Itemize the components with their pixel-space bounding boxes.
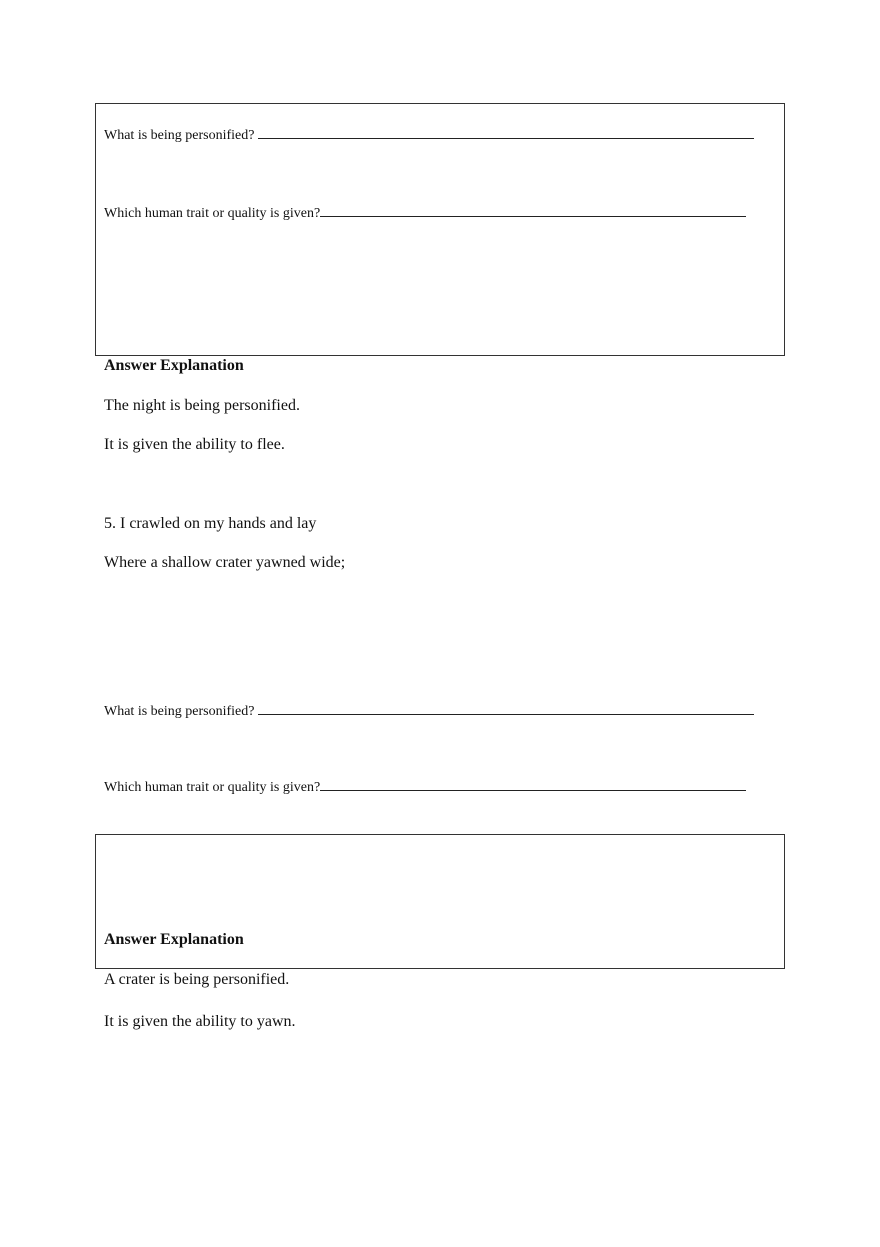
question-personified-2 (104, 702, 754, 720)
question-personified-label: What is being personified? (104, 704, 255, 719)
answer-explanation-heading-1: Answer Explanation (104, 357, 244, 374)
answer-blank-personified-2[interactable] (258, 702, 754, 715)
answer-blank-trait-1[interactable] (320, 204, 746, 217)
question-personified-1 (104, 126, 754, 144)
answer-line-2a: A crater is being personified. (104, 971, 290, 988)
answer-explanation-heading-2: Answer Explanation (104, 931, 244, 948)
question-trait-label: Which human trait or quality is given? (104, 206, 321, 221)
answer-line-1b: It is given the ability to flee. (104, 436, 285, 453)
question-trait-1 (104, 204, 746, 222)
poem-line-1: 5. I crawled on my hands and lay (104, 515, 317, 532)
answer-line-1a: The night is being personified. (104, 397, 300, 414)
answer-line-2b: It is given the ability to yawn. (104, 1013, 296, 1030)
poem-line-2: Where a shallow crater yawned wide; (104, 554, 346, 571)
question-trait-label: Which human trait or quality is given? (104, 780, 321, 795)
question-personified-label: What is being personified? (104, 128, 255, 143)
answer-blank-personified-1[interactable] (258, 126, 754, 139)
answer-blank-trait-2[interactable] (320, 778, 746, 791)
question-trait-2 (104, 778, 746, 796)
